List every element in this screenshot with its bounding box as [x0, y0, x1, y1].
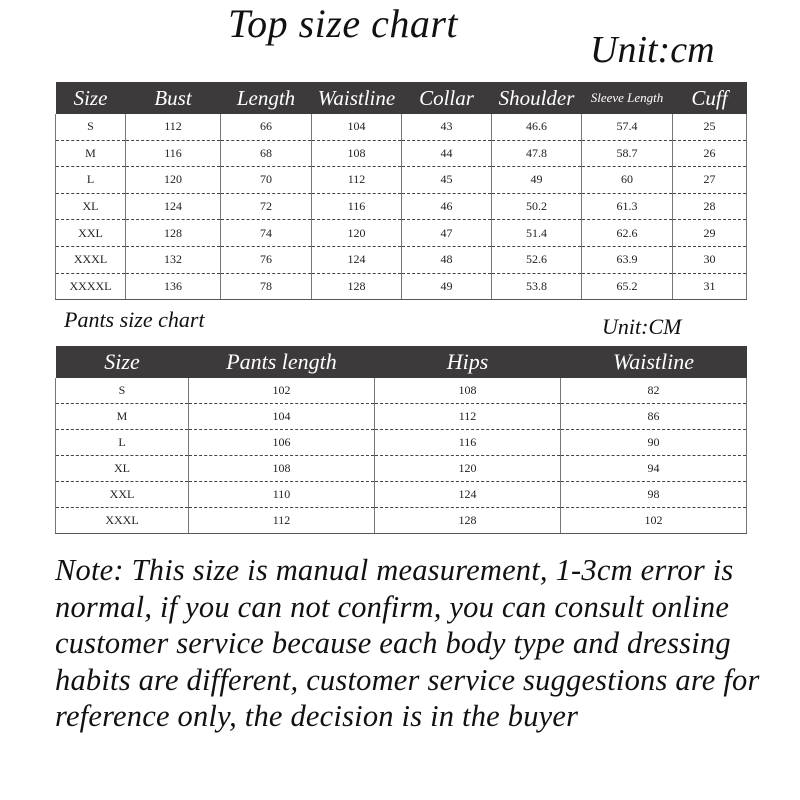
measurement-cell: 46 — [402, 193, 492, 220]
measurement-cell: 106 — [189, 430, 375, 456]
measurement-cell: 52.6 — [492, 246, 582, 273]
measurement-cell: 132 — [126, 246, 221, 273]
measurement-cell: 51.4 — [492, 220, 582, 247]
column-header: Sleeve Length — [582, 82, 673, 114]
column-header: Bust — [126, 82, 221, 114]
measurement-cell: 120 — [126, 167, 221, 194]
column-header: Shoulder — [492, 82, 582, 114]
measurement-cell: 61.3 — [582, 193, 673, 220]
table-row — [56, 193, 747, 220]
measurement-cell: 102 — [561, 508, 747, 534]
size-cell: S — [56, 114, 126, 140]
top-chart-title: Top size chart — [228, 1, 459, 46]
pants-size-table — [55, 346, 747, 534]
measurement-cell: 62.6 — [582, 220, 673, 247]
table-row — [56, 167, 747, 194]
table-row — [56, 404, 747, 430]
measurement-cell: 112 — [375, 404, 561, 430]
measurement-cell: 65.2 — [582, 273, 673, 300]
measurement-cell: 136 — [126, 273, 221, 300]
measurement-cell: 108 — [189, 456, 375, 482]
table-row — [56, 114, 747, 140]
measurement-cell: 94 — [561, 456, 747, 482]
measurement-cell: 104 — [189, 404, 375, 430]
measurement-cell: 120 — [312, 220, 402, 247]
column-header: Waistline — [561, 346, 747, 378]
measurement-cell: 116 — [312, 193, 402, 220]
size-cell: M — [56, 140, 126, 167]
pants-chart-unit: Unit:CM — [602, 314, 682, 339]
measurement-cell: 128 — [312, 273, 402, 300]
table-row — [56, 220, 747, 247]
measurement-cell: 76 — [221, 246, 312, 273]
measurement-cell: 82 — [561, 378, 747, 404]
measurement-cell: 43 — [402, 114, 492, 140]
size-cell: XXXL — [56, 508, 189, 534]
measurement-cell: 49 — [402, 273, 492, 300]
table-row — [56, 140, 747, 167]
measurement-cell: 26 — [673, 140, 747, 167]
column-header: Size — [56, 82, 126, 114]
pants-chart-title: Pants size chart — [64, 307, 205, 332]
size-cell: XXXXL — [56, 273, 126, 300]
size-cell: XL — [56, 193, 126, 220]
measurement-cell: 57.4 — [582, 114, 673, 140]
table-row — [56, 430, 747, 456]
measurement-cell: 46.6 — [492, 114, 582, 140]
measurement-cell: 112 — [312, 167, 402, 194]
column-header: Hips — [375, 346, 561, 378]
measurement-cell: 104 — [312, 114, 402, 140]
table-row — [56, 482, 747, 508]
pants-table-header-row — [56, 346, 747, 378]
size-cell: L — [56, 430, 189, 456]
measurement-cell: 50.2 — [492, 193, 582, 220]
top-table-header-row — [56, 82, 747, 114]
measurement-cell: 58.7 — [582, 140, 673, 167]
table-row — [56, 456, 747, 482]
table-row — [56, 246, 747, 273]
measurement-cell: 72 — [221, 193, 312, 220]
measurement-cell: 28 — [673, 193, 747, 220]
size-cell: XXL — [56, 220, 126, 247]
measurement-cell: 102 — [189, 378, 375, 404]
column-header: Length — [221, 82, 312, 114]
measurement-cell: 112 — [126, 114, 221, 140]
measurement-cell: 66 — [221, 114, 312, 140]
measurement-cell: 63.9 — [582, 246, 673, 273]
column-header: Size — [56, 346, 189, 378]
measurement-note: Note: This size is manual measurement, 1-3cm error is normal, if you can not confirm, you can consult online customer service because each body type and dressing habits are different, customer service suggestions are for reference only, the decision is in the buyer — [55, 553, 760, 733]
measurement-cell: 45 — [402, 167, 492, 194]
measurement-cell: 29 — [673, 220, 747, 247]
measurement-cell: 47 — [402, 220, 492, 247]
measurement-cell: 98 — [561, 482, 747, 508]
measurement-cell: 120 — [375, 456, 561, 482]
table-row — [56, 378, 747, 404]
size-cell: XXXL — [56, 246, 126, 273]
measurement-cell: 124 — [375, 482, 561, 508]
measurement-cell: 27 — [673, 167, 747, 194]
measurement-cell: 90 — [561, 430, 747, 456]
column-header: Waistline — [312, 82, 402, 114]
measurement-cell: 128 — [375, 508, 561, 534]
measurement-cell: 116 — [375, 430, 561, 456]
measurement-cell: 124 — [126, 193, 221, 220]
measurement-cell: 86 — [561, 404, 747, 430]
measurement-cell: 110 — [189, 482, 375, 508]
measurement-cell: 60 — [582, 167, 673, 194]
measurement-cell: 124 — [312, 246, 402, 273]
measurement-cell: 44 — [402, 140, 492, 167]
measurement-cell: 30 — [673, 246, 747, 273]
table-row — [56, 273, 747, 300]
measurement-cell: 74 — [221, 220, 312, 247]
measurement-cell: 70 — [221, 167, 312, 194]
size-cell: S — [56, 378, 189, 404]
column-header: Collar — [402, 82, 492, 114]
measurement-cell: 25 — [673, 114, 747, 140]
measurement-cell: 108 — [375, 378, 561, 404]
column-header: Pants length — [189, 346, 375, 378]
top-size-table — [55, 82, 747, 300]
size-cell: M — [56, 404, 189, 430]
size-cell: XXL — [56, 482, 189, 508]
measurement-cell: 53.8 — [492, 273, 582, 300]
measurement-cell: 78 — [221, 273, 312, 300]
measurement-cell: 48 — [402, 246, 492, 273]
measurement-cell: 108 — [312, 140, 402, 167]
measurement-cell: 128 — [126, 220, 221, 247]
table-row — [56, 508, 747, 534]
size-cell: L — [56, 167, 126, 194]
measurement-cell: 112 — [189, 508, 375, 534]
measurement-cell: 47.8 — [492, 140, 582, 167]
measurement-cell: 116 — [126, 140, 221, 167]
column-header: Cuff — [673, 82, 747, 114]
measurement-cell: 49 — [492, 167, 582, 194]
measurement-cell: 31 — [673, 273, 747, 300]
size-cell: XL — [56, 456, 189, 482]
measurement-cell: 68 — [221, 140, 312, 167]
top-chart-unit: Unit:cm — [590, 29, 715, 71]
